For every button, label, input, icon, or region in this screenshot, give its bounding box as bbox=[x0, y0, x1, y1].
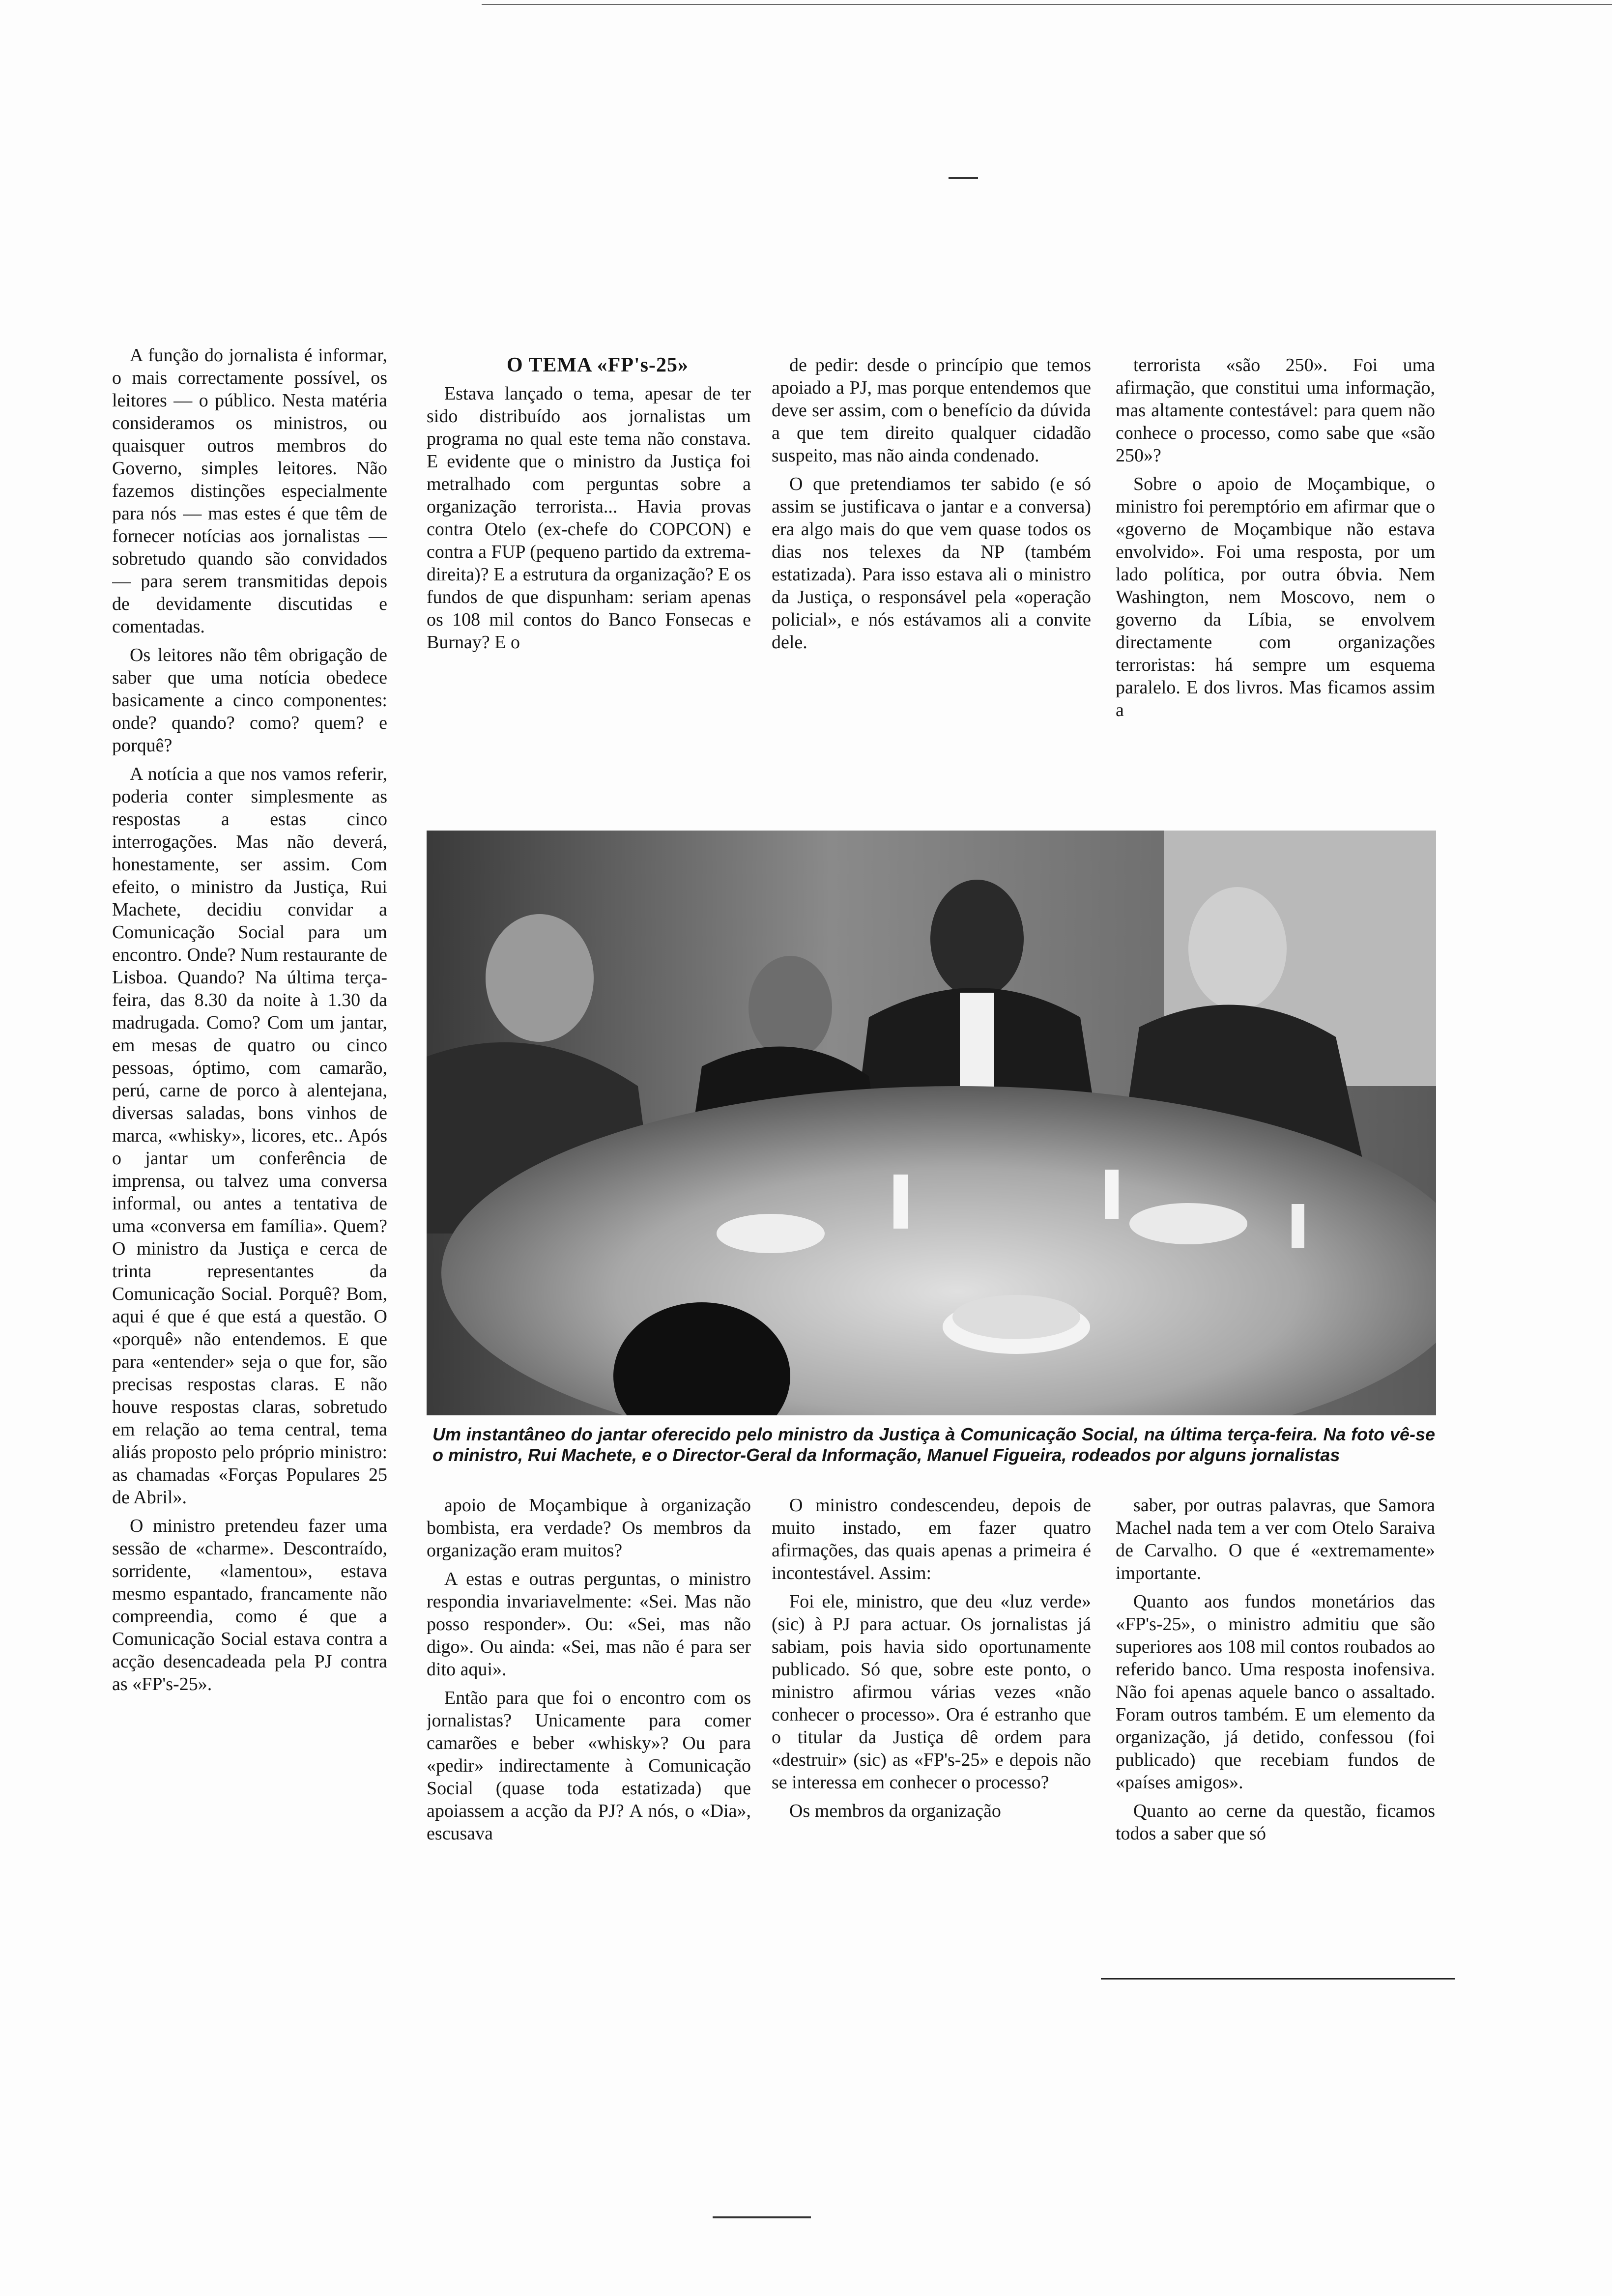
bottom-rule bbox=[1101, 1978, 1455, 1980]
column-4-bottom bbox=[1116, 1494, 1435, 1961]
top-scan-line bbox=[482, 4, 1612, 5]
scan-mark-bottom bbox=[713, 2216, 811, 2218]
col1-paragraph-2: Os leitores não têm obrigação de saber que uma notícia obedece basicamente a cinco componentes: onde? quando? como? quem? e porquê? bbox=[112, 645, 387, 756]
scan-mark-top bbox=[949, 177, 978, 179]
col4b-paragraph-3: Quanto ao cerne da questão, ficamos todos a saber que só bbox=[1116, 1801, 1435, 1844]
col3b-paragraph-2: Foi ele, ministro, que deu «luz verde» (sic) à PJ para actuar. Os jornalistas já sabiam, pois havia sido oportunamente publicado. Só que, sobre este ponto, o ministro afirmou várias vezes «não conhecer o processo». Ora é estranho que o titular da Justiça dê ordem para «destruir» (sic) as «FP's-25» e depois não se interessa em conhecer o processo? bbox=[772, 1591, 1091, 1793]
col3-paragraph-2: O que pretendiamos ter sabido (e só assim se justificava o jantar e a conversa) era algo mais do que vem quase todos os dias nos telexes da NP (também estatizada). Para isso estava ali o ministro da Justiça, o responsável pela «operação policial», e nós estávamos ali a convite dele. bbox=[772, 474, 1091, 653]
col4-paragraph-2: Sobre o apoio de Moçambique, o ministro foi peremptório em afirmar que o «governo de Moçambique não estava envolvido». Foi uma resposta, por um lado política, por outra óbvia. Nem Washington, nem Moscovo, nem o governo da Líbia, se envolvem directamente com organizações terroristas: há sempre um esquema paralelo. E dos livros. Mas ficamos assim a bbox=[1116, 474, 1435, 720]
column-3-top bbox=[772, 354, 1091, 826]
col1-paragraph-1: A função do jornalista é informar, o mais correctamente possível, os leitores — o público. Nesta matéria consideramos os ministros, ou quaisquer outros membros do Governo, simples leitores. Não fazemos distinções especialmente para nós — mas estes é que têm de fornecer notícias aos jornalistas — sobretudo quando são convidados — para serem transmitidas depois de devidamente discutidas e comentadas. bbox=[112, 345, 387, 637]
photo-caption: Um instantâneo do jantar oferecido pelo ministro da Justiça à Comunicação Social, na última terça-feira. Na foto vê-se o ministro, Rui Machete, e o Director-Geral da Informação, Manuel Figueira, rodeados por alguns jornalistas bbox=[432, 1424, 1435, 1465]
article-photo bbox=[427, 831, 1436, 1415]
column-2-top bbox=[427, 354, 751, 826]
section-heading: O TEMA «FP's-25» bbox=[507, 354, 689, 376]
col2b-paragraph-3: Então para que foi o encontro com os jornalistas? Unicamente para comer camarões e beber «whisky»? Ou para «pedir» indirectamente à Comunicação Social (quase toda estatizada) que apoiassem a acção da PJ? A nós, o «Dia», escusava bbox=[427, 1688, 751, 1844]
col3-paragraph-1: de pedir: desde o princípio que temos apoiado a PJ, mas porque entendemos que deve ser assim, com o benefício da dúvida a que tem direito qualquer cidadão suspeito, mas não ainda condenado. bbox=[772, 355, 1091, 466]
col1-paragraph-4: O ministro pretendeu fazer uma sessão de «charme». Descontraído, sorridente, «lamentou», estava mesmo espantado, francamente não compreendia, como é que a Comunicação Social estava contra a acção desencadeada pela PJ contra as «FP's-25». bbox=[112, 1516, 387, 1694]
col4b-paragraph-2: Quanto aos fundos monetários das «FP's-25», o ministro admitiu que são superiores aos 108 mil contos roubados ao referido banco. Uma resposta inofensiva. Não foi apenas aquele banco o assaltado. Foram outros também. E um elemento da organização, já detido, confessou (foi publicado) que recebiam fundos de «países amigos». bbox=[1116, 1591, 1435, 1793]
column-1 bbox=[112, 344, 387, 1966]
photo-illustration bbox=[427, 831, 1436, 1415]
column-4-top bbox=[1116, 354, 1435, 826]
col2-paragraph-1: Estava lançado o tema, apesar de ter sido distribuído aos jornalistas um programa no qual este tema não constava. E evidente que o ministro da Justiça foi metralhado com perguntas sobre a organização terrorista... Havia provas contra Otelo (ex-chefe do COPCON) e contra a FUP (pequeno partido da extrema-direita)? E a estrutura da organização? E os fundos de que dispunham: seriam apenas os 108 mil contos do Banco Fonsecas e Burnay? E o bbox=[427, 383, 751, 653]
col4-paragraph-1: terrorista «são 250». Foi uma afirmação, que constitui uma informação, mas altamente contestável: para quem não conhece o processo, como sabe que «são 250»? bbox=[1116, 355, 1435, 466]
col3b-paragraph-3: Os membros da organização bbox=[789, 1801, 1001, 1821]
column-2-bottom bbox=[427, 1494, 751, 1961]
col1-paragraph-3: A notícia a que nos vamos referir, poderia conter simplesmente as respostas a estas cinco interrogações. Mas não deverá, honestamente, ser assim. Com efeito, o ministro da Justiça, Rui Machete, decidiu convidar a Comunicação Social para um encontro. Onde? Num restaurante de Lisboa. Quando? Na última terça-feira, das 8.30 da noite à 1.30 da madrugada. Como? Com um jantar, em mesas de quatro ou cinco pessoas, óptimo, com camarão, perú, carne de porco à alentejana, diversas saladas, bons vinhos de marca, «whisky», licores, etc.. Após o jantar um conferência de imprensa, ou talvez uma conversa informal, ou antes a tentativa de uma «conversa em família». Quem? O ministro da Justiça e cerca de trinta representantes da Comunicação Social. Porquê? Bom, aqui é que é que está a questão. O «porquê» não entendemos. E que para «entender» seja o que for, são precisas respostas claras. E não houve respostas claras, sobretudo em relação ao tema central, tema aliás proposto pelo próprio ministro: as chamadas «Forças Populares 25 de Abril». bbox=[112, 764, 387, 1508]
col4b-paragraph-1: saber, por outras palavras, que Samora Machel nada tem a ver com Otelo Saraiva de Carvalho. O que é «extremamente» importante. bbox=[1116, 1495, 1435, 1583]
column-3-bottom bbox=[772, 1494, 1091, 1961]
col2b-paragraph-1: apoio de Moçambique à organização bombista, era verdade? Os membros da organização eram muitos? bbox=[427, 1495, 751, 1561]
col3b-paragraph-1: O ministro condescendeu, depois de muito instado, em fazer quatro afirmações, das quais apenas a primeira é incontestável. Assim: bbox=[772, 1495, 1091, 1583]
col2b-paragraph-2: A estas e outras perguntas, o ministro respondia invariavelmente: «Sei. Mas não posso responder». Ou: «Sei, mas não digo». Ou ainda: «Sei, mas não é para ser dito aqui». bbox=[427, 1569, 751, 1680]
